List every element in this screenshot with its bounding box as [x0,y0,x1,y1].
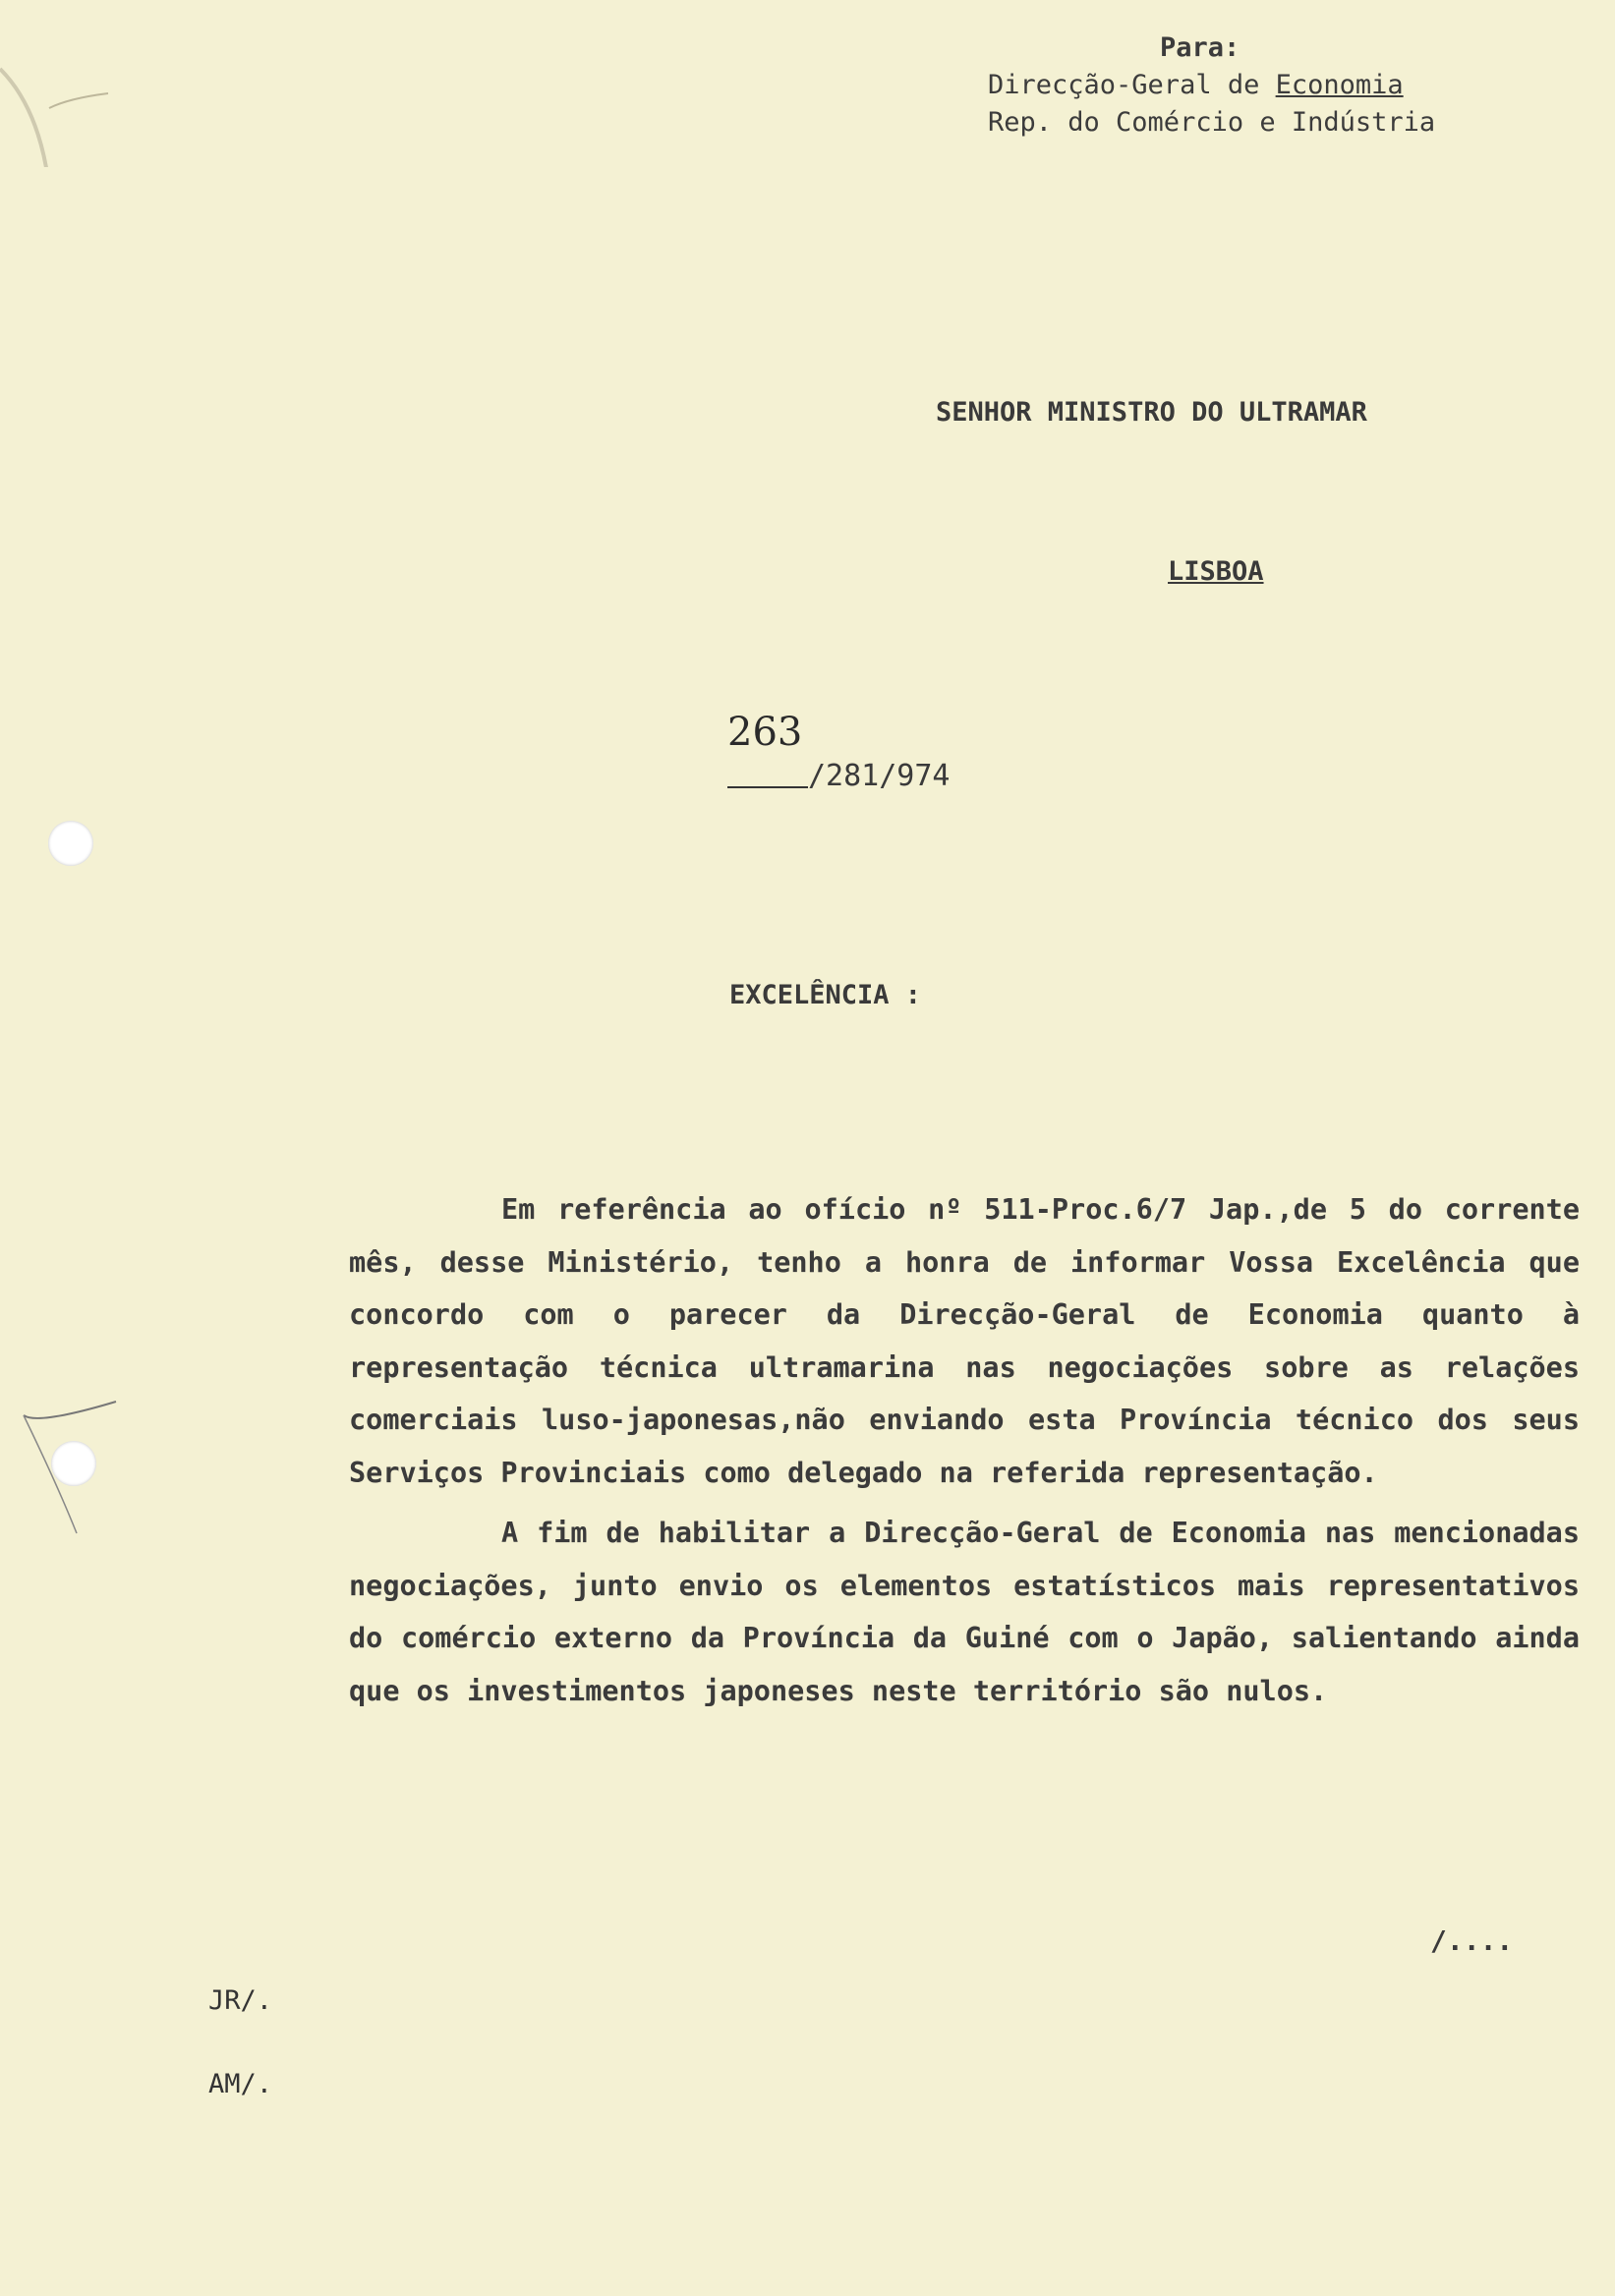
typist-initials-2: AM/. [208,2069,273,2099]
torn-corner-mark [0,39,138,167]
addressee-block [988,29,1435,142]
salutation: EXCELÊNCIA : [729,980,922,1010]
continuation-marker: /.... [1430,1924,1514,1957]
letter-body [349,1183,1580,1717]
recipient-title: SENHOR MINISTRO DO ULTRAMAR [936,397,1367,428]
punch-hole-top [48,821,93,866]
para-label: Para: [1160,32,1240,63]
addressee-line-2: Rep. do Comércio e Indústria [988,107,1436,138]
typist-initials-1: JR/. [208,1985,273,2016]
paragraph-1: Em referência ao ofício nº 511-Proc.6/7 Jap.,de 5 do corrente mês, desse Ministério, tenho a honra de informar Vossa Excelência que concordo com o parecer da Direcção-Geral de Economia quanto à representação técnica ultramarina nas negociações sobre as relações comerciais luso-japonesas,não enviando esta Província técnico dos seus Serviços Provinciais como delegado na referida representação. [349,1193,1580,1489]
paragraph-2: A fim de habilitar a Direcção-Geral de Economia nas mencionadas negociações, junto envio os elementos estatísticos mais representativos do comércio externo da Província da Guiné com o Japão, salientando ainda que os investimentos japoneses neste território são nulos. [349,1517,1580,1707]
handwritten-number: 263 [727,710,803,755]
recipient-city: LISBOA [1168,556,1264,587]
pencil-bracket-mark [18,1396,126,1563]
addressee-line-1 [988,67,1435,104]
addressee-line-1-prefix: Direcção-Geral de [988,70,1276,100]
typed-reference-number: /281/974 [808,759,951,793]
addressee-line-1-underlined: Economia [1275,70,1404,100]
reference-underline [727,786,808,788]
